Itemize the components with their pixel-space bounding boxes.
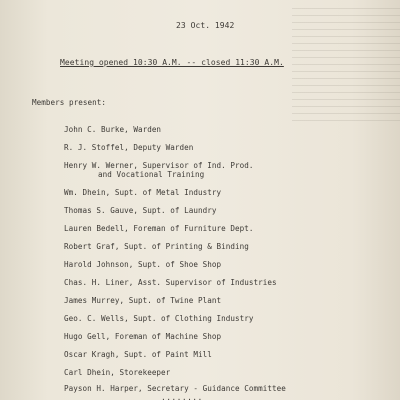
member-line: Carl Dhein, Storekeeper xyxy=(64,368,171,377)
member-line: John C. Burke, Warden xyxy=(64,125,162,134)
member-line: Henry W. Werner, Supervisor of Ind. Prod. xyxy=(64,161,254,170)
member-line: Lauren Bedell, Foreman of Furniture Dept. xyxy=(64,224,254,233)
member-line: Harold Johnson, Supt. of Shoe Shop xyxy=(64,260,222,269)
separator-dots: ........ xyxy=(161,393,203,400)
meeting-times: Meeting opened 10:30 A.M. -- closed 11:30 A.M. xyxy=(60,58,284,67)
member-line: Hugo Gell, Foreman of Machine Shop xyxy=(64,332,222,341)
member-line: Robert Graf, Supt. of Printing & Binding xyxy=(64,242,249,251)
meeting-date: 23 Oct. 1942 xyxy=(176,21,235,30)
members-present-label: Members present: xyxy=(32,98,106,107)
member-line: Wm. Dhein, Supt. of Metal Industry xyxy=(64,188,222,197)
member-line: Payson H. Harper, Secretary - Guidance Committee xyxy=(64,384,286,393)
member-line-continuation: and Vocational Training xyxy=(98,170,205,179)
member-line: Oscar Kragh, Supt. of Paint Mill xyxy=(64,350,212,359)
member-line: Thomas S. Gauve, Supt. of Laundry xyxy=(64,206,217,215)
member-line: R. J. Stoffel, Deputy Warden xyxy=(64,143,194,152)
bleed-through-texture xyxy=(292,2,400,122)
member-line: Geo. C. Wells, Supt. of Clothing Industry xyxy=(64,314,254,323)
member-line: James Murrey, Supt. of Twine Plant xyxy=(64,296,222,305)
member-line: Chas. H. Liner, Asst. Supervisor of Industries xyxy=(64,278,277,287)
